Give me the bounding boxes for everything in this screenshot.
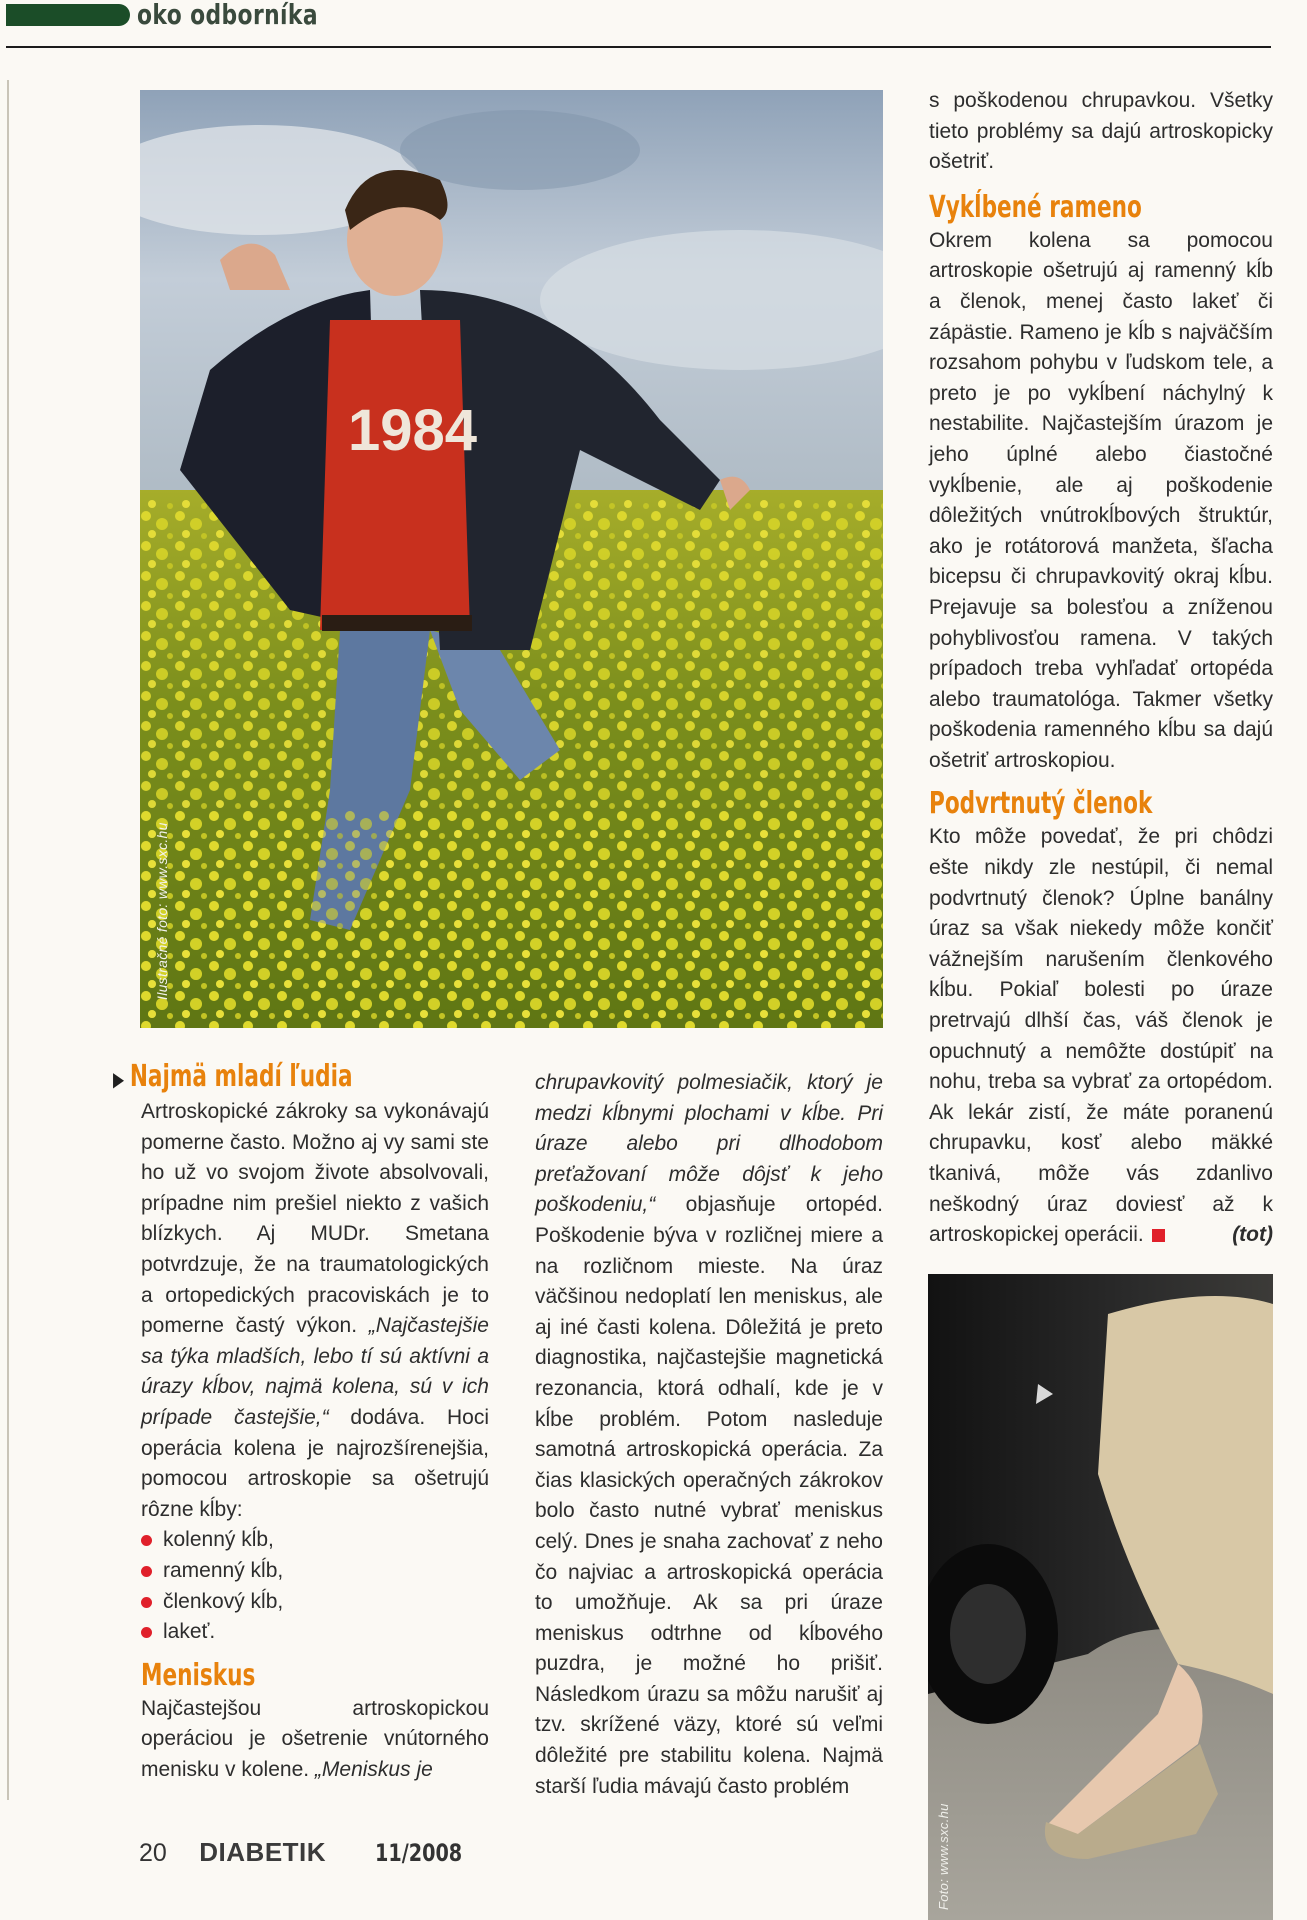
section-label: oko odborníka [137, 0, 318, 31]
shirt-text: 1984 [348, 398, 478, 463]
list-item: ramenný kĺb, [141, 1556, 489, 1587]
column-1 [113, 1059, 489, 1785]
list-item: kolenný kĺb, [141, 1525, 489, 1556]
photo-credit-2: Foto: www.sxc.hu [936, 1803, 951, 1910]
paragraph: Kto môže povedať, že pri chôdzi ešte nikdy zle nestúpil, či nemal podvrtnutý členok? Úplne banálny úraz sa však niekedy môže končiť vážnejším narušením členkového kĺbu. Pokiaľ bolesti po úraze pretrvajú dlhší čas, váš členok je opuchnutý a nemôžte dostúpiť na nohu, treba sa vybrať za ortopédom. Ak lekár zistí, že máte poranenú chrupavku, kosť alebo mäkké tkanivá, môže vás zdanlivo neškodný úraz doviesť až k artroskopickej operácii. (tot) [929, 822, 1273, 1250]
magazine-name: DIABETIK [199, 1837, 327, 1867]
paragraph: Najčastejšou artroskopickou operáciou je ošetrenie vnútorného menisku v kolene. „Meniskus je [141, 1696, 489, 1781]
red-dot-icon [141, 1566, 152, 1577]
red-dot-icon [141, 1627, 152, 1638]
joint-list [141, 1525, 489, 1647]
page-edge-line [7, 80, 9, 1800]
header-rule [6, 46, 1271, 48]
arrow-right-icon: ▶ [113, 1067, 125, 1091]
photo-car-foot [928, 1274, 1273, 1920]
red-dot-icon [141, 1597, 152, 1608]
page-footer [139, 1832, 483, 1872]
heading-najma-mladi-ludia: ▶ Najmä mladí ľudia [113, 1059, 353, 1094]
red-square-icon [1152, 1229, 1165, 1242]
column-2 [535, 1068, 883, 1802]
photo-credit: Ilustračné foto: www.sxc.hu [154, 822, 170, 1000]
photo-man-in-field [140, 90, 883, 1028]
heading-vyklbene-rameno: Vykĺbené rameno [929, 189, 1142, 225]
issue-number: 11/2008 [374, 1839, 462, 1867]
paragraph: s poškodenou chrupavkou. Všetky tieto problémy sa dajú artroskopicky ošetriť. [929, 89, 1273, 174]
paragraph: Okrem kolena sa pomocou artroskopie ošetrujú aj ramenný kĺb a členok, menej často lakeť či zápästie. Rameno je kĺb s najväčším rozsahom pohybu v ľudskom tele, a preto je po vykĺbení náchylný k nestabilite. Najčastejším úrazom je jeho úplné alebo čiastočné vykĺbenie, ale aj poškodenie dôležitých vnútrokĺbových štruktúr, ako je rotátorová manžeta, šľacha bicepsu či chrupavkovitý okraj kĺbu. Prejavuje sa bolesťou a zníženou pohyblivosťou ramena. V takých prípadoch treba vyhľadať ortopéda alebo traumatológa. Takmer všetky poškodenia ramenného kĺbu sa dajú ošetriť artroskopiou. [929, 228, 1273, 772]
paragraph: Artroskopické zákroky sa vykonávajú pomerne často. Možno aj vy sami ste ho už vo svojom živote absolvovali, prípadne nim prešiel niekto z vašich blízkych. Aj MUDr. Smetana potvrdzuje, že na traumatologických a ortopedických pracoviskách je to pomerne častý výkon. „Najčastejšie sa týka mladších, lebo tí sú aktívni a úrazy kĺbov, najmä kolena, sú v ich prípade častejšie,“ dodáva. Hoci operácia kolena je najrozšírenejšia, pomocou artroskopie sa ošetrujú rôzne kĺby: [141, 1100, 489, 1521]
red-dot-icon [141, 1535, 152, 1546]
heading-meniskus: Meniskus [141, 1657, 256, 1693]
list-item: členkový kĺb, [141, 1587, 489, 1618]
paragraph: chrupavkovitý polmesiačik, ktorý je medzi kĺbnymi plochami v kĺbe. Pri úraze alebo pri dlhodobom preťažovaní môže dôjsť k jeho poškodeniu,“ objasňuje ortopéd. Poškodenie býva v rozličnej miere a na rozličnom mieste. Na úraz väčšinou nedoplatí len meniskus, ale aj iné časti kolena. Dôležitá je preto diagnostika, najčastejšie magnetická rezonancia, ktorá odhalí, kde je v kĺbe problém. Potom nasleduje samotná artroskopická operácia. Za čias klasických operačných zákrokov bolo často nutné vybrať meniskus celý. Dnes je snaha zachovať z neho čo najviac a artroskopická operácia to umožňuje. Ak sa pri úraze meniskus odtrhne od kĺbového puzdra, je možné ho prišiť. Následkom úrazu sa môžu narušiť aj tzv. skrížené väzy, ktoré sú veľmi dôležité pre stabilitu kolena. Najmä starší ľudia mávajú často problém [535, 1071, 883, 1798]
page-number: 20 [139, 1839, 167, 1867]
list-item: lakeť. [141, 1617, 489, 1648]
header-bar [6, 4, 130, 26]
column-3 [929, 86, 1273, 1251]
heading-podvrtnuty-clenok: Podvrtnutý členok [929, 786, 1153, 822]
author-signature: (tot) [1232, 1223, 1273, 1247]
